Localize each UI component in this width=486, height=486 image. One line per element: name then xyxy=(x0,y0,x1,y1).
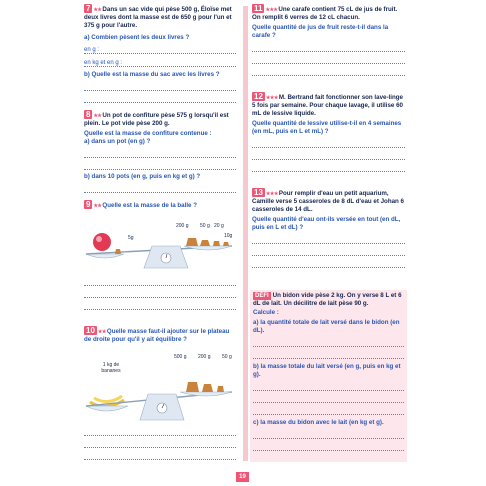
answer-line[interactable] xyxy=(252,164,405,172)
answer-line[interactable] xyxy=(252,56,405,64)
banana-icon xyxy=(94,396,122,402)
page-number: 19 xyxy=(236,472,249,482)
exercise-number: 9 xyxy=(86,200,91,209)
weight-label: 5g xyxy=(128,235,134,241)
answer-line[interactable] xyxy=(253,383,404,391)
challenge-tag: DÉFI xyxy=(255,293,269,299)
exercise-text: Une carafe contient 75 cL de jus de fruit. On remplit 6 verres de 12 cL chacun. xyxy=(252,6,398,21)
answer-line[interactable] xyxy=(252,152,405,160)
exercise-text: Quelle masse faut-il ajouter sur le plateau de droite pour qu'il y ait équilibre ? xyxy=(84,328,230,343)
difficulty-stars: ★★★ xyxy=(265,191,278,197)
challenge-statement xyxy=(253,292,404,308)
exercise-9 xyxy=(84,200,236,241)
difficulty-stars: ★★★ xyxy=(265,7,278,13)
answer-line[interactable] xyxy=(253,395,404,403)
challenge-question-b: b) la masse totale du lait versé (en g, puis en kg et g). xyxy=(253,363,401,378)
right-pan xyxy=(184,246,232,250)
exercise-12 xyxy=(252,92,405,172)
answer-line[interactable] xyxy=(84,302,236,310)
exercise-text: Dans un sac vide qui pèse 500 g, Éloïse met deux livres dont la masse est de 650 g pour l'un et 375 g pour l'autre. xyxy=(84,6,232,29)
answer-line[interactable] xyxy=(252,140,405,148)
left-pan xyxy=(86,254,124,258)
answer-line[interactable] xyxy=(252,248,405,256)
weight-icon xyxy=(186,382,199,392)
answer-line[interactable] xyxy=(253,431,404,439)
answer-line[interactable] xyxy=(252,236,405,244)
answer-line[interactable] xyxy=(84,162,236,170)
weight-icon xyxy=(200,240,210,246)
question: Quelle quantité de jus de fruit reste-t-il dans la carafe ? xyxy=(252,24,389,39)
exercise-number: 8 xyxy=(86,110,91,119)
answer-line[interactable] xyxy=(84,290,236,298)
exercise-9-question xyxy=(84,200,236,210)
weight-label: 200 g xyxy=(176,223,189,229)
exercise-13 xyxy=(252,188,405,268)
exercise-10 xyxy=(84,326,236,374)
exercise-number: 13 xyxy=(254,188,263,197)
answer-line[interactable] xyxy=(84,46,236,54)
challenge-box xyxy=(250,290,407,462)
answer-line[interactable] xyxy=(84,452,236,460)
answer-line[interactable] xyxy=(84,95,236,103)
challenge-text: Un bidon vide pèse 2 kg. On y verse 8 L et 6 dL de lait. Un décilitre de lait pèse 90 g. xyxy=(253,292,402,307)
weight-icon xyxy=(223,242,229,246)
exercise-text: Un pot de confiture pèse 575 g lorsqu'il est plein. Le pot vide pèse 200 g. xyxy=(84,112,229,127)
exercise-7 xyxy=(84,4,236,103)
answer-line[interactable] xyxy=(84,278,236,286)
bananas-label: 1 kg de bananes xyxy=(101,362,121,374)
weight-label: 500 g xyxy=(174,354,187,360)
question: Quelle quantité de lessive utilise-t-il en 4 semaines (en mL, puis en L et mL) ? xyxy=(252,120,402,135)
exercise-text: Quelle est la masse de la balle ? xyxy=(102,202,197,209)
left-pan xyxy=(86,406,128,411)
answer-line[interactable] xyxy=(252,260,405,268)
exercise-8 xyxy=(84,110,236,193)
answer-line-label: en g : xyxy=(84,47,100,53)
answer-line[interactable] xyxy=(84,185,236,193)
answer-line[interactable] xyxy=(84,83,236,91)
exercise-13-statement xyxy=(252,188,405,214)
answer-line[interactable] xyxy=(253,339,404,347)
difficulty-stars: ★★ xyxy=(93,7,102,13)
exercise-8-statement xyxy=(84,110,236,128)
right-pan xyxy=(180,392,232,396)
answer-line[interactable] xyxy=(253,407,404,415)
weight-label: 200 g xyxy=(198,354,211,360)
answer-line[interactable] xyxy=(252,44,405,52)
weight-label: 50 g xyxy=(200,223,210,229)
question-a: a) dans un pot (en g) ? xyxy=(84,138,151,145)
weight-icon xyxy=(115,249,121,254)
question-a: a) Combien pèsent les deux livres ? xyxy=(84,34,190,41)
answer-line[interactable] xyxy=(253,443,404,451)
challenge-calc-label: Calcule : xyxy=(253,309,279,316)
question: Quelle quantité d'eau ont-ils versée en tout (en dL, puis en L et dL) ? xyxy=(252,216,401,231)
exercise-7-statement xyxy=(84,4,236,30)
exercise-10-question xyxy=(84,326,236,344)
exercise-number: 10 xyxy=(86,326,95,335)
answer-line[interactable] xyxy=(84,428,236,436)
answer-line[interactable] xyxy=(84,59,236,67)
weight-label: 20 g xyxy=(214,223,224,229)
weight-icon xyxy=(217,386,224,392)
ball-highlight-icon xyxy=(96,236,102,242)
answer-line[interactable] xyxy=(84,150,236,158)
exercise-text: M. Bertrand fait fonctionner son lave-linge 5 fois par semaine. Pour chaque lavage, il utilise 60 mL de lessive liquide. xyxy=(252,94,403,117)
column-divider xyxy=(243,6,248,461)
weight-label: 50 g xyxy=(222,354,232,360)
ball-icon xyxy=(93,233,111,251)
difficulty-stars: ★★ xyxy=(93,113,102,119)
question-intro: Quelle est la masse de confiture contenue : xyxy=(84,130,212,137)
question-b: b) Quelle est la masse du sac avec les livres ? xyxy=(84,71,220,78)
answer-line[interactable] xyxy=(253,351,404,359)
difficulty-stars: ★★★ xyxy=(265,95,278,101)
challenge-question-c: c) la masse du bidon avec le lait (en kg et g). xyxy=(253,419,384,426)
question-b: b) dans 10 pots (en g, puis en kg et g) ? xyxy=(84,173,201,180)
exercise-number: 11 xyxy=(254,4,263,13)
answer-line[interactable] xyxy=(84,440,236,448)
exercise-11-statement xyxy=(252,4,405,22)
weight-icon xyxy=(202,384,213,392)
weight-icon xyxy=(213,241,220,246)
challenge-question-a: a) la quantité totale de lait versé dans le bidon (en dL). xyxy=(253,319,400,334)
answer-line-label: en kg et en g : xyxy=(84,60,123,66)
answer-line[interactable] xyxy=(252,68,405,76)
exercise-12-statement xyxy=(252,92,405,118)
difficulty-stars: ★★ xyxy=(97,329,106,335)
difficulty-stars: ★★ xyxy=(93,203,102,209)
weight-icon xyxy=(186,238,198,246)
exercise-11 xyxy=(252,4,405,76)
exercise-number: 12 xyxy=(254,92,263,101)
weight-label: 10g xyxy=(224,233,233,239)
exercise-text: Pour remplir d'eau un petit aquarium, Camille verse 5 casseroles de 8 dL d'eau et Johan 6 casseroles de 14 dL. xyxy=(252,190,404,213)
exercise-number: 7 xyxy=(86,4,91,13)
